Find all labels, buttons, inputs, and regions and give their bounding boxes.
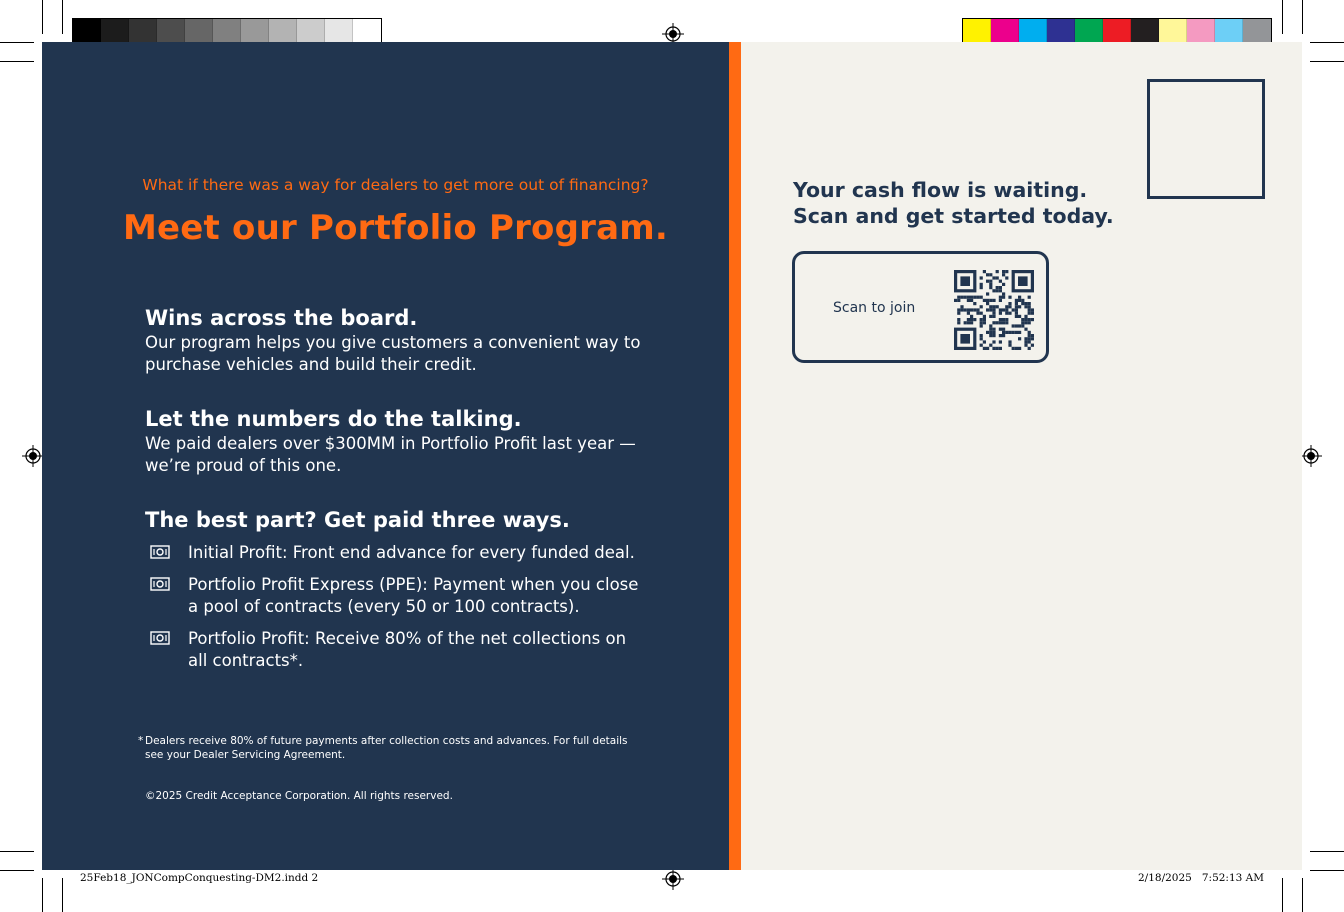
right-panel <box>741 42 1302 870</box>
crop-mark <box>42 0 43 34</box>
crop-mark <box>0 870 34 871</box>
cta-line: Your cash flow is waiting. <box>793 178 1088 202</box>
section-wins <box>145 306 665 376</box>
call-to-action <box>793 177 1114 229</box>
crop-mark <box>1302 0 1303 34</box>
section-body: We paid dealers over $300MM in Portfolio Profit last year — we’re proud of this one. <box>145 434 636 475</box>
copyright: ©2025 Credit Acceptance Corporation. All rights reserved. <box>145 790 453 802</box>
orange-divider <box>729 42 741 870</box>
crop-mark <box>1310 851 1344 852</box>
crop-mark <box>42 878 43 912</box>
section-three-ways <box>145 508 665 534</box>
payment-ways-list <box>150 542 650 682</box>
registration-mark-icon <box>662 868 684 890</box>
list-item-text: Portfolio Profit Express (PPE): Payment when you close a pool of contracts (every 50 or 100 contracts). <box>188 575 639 616</box>
qr-label: Scan to join <box>833 300 916 316</box>
crop-mark <box>0 851 34 852</box>
registration-mark-icon <box>22 445 44 467</box>
slug-filename: 25Feb18_JONCompConquesting-DM2.indd 2 <box>80 872 319 884</box>
cash-icon <box>150 545 170 559</box>
crop-mark <box>1310 42 1344 43</box>
section-body: Our program helps you give customers a convenient way to purchase vehicles and build their credit. <box>145 333 641 374</box>
crop-mark <box>1282 878 1283 912</box>
left-panel <box>42 42 729 870</box>
headline: Meet our Portfolio Program. <box>122 208 668 248</box>
footnote-mark: * <box>138 735 144 747</box>
cta-line: Scan and get started today. <box>793 204 1114 228</box>
section-numbers <box>145 407 665 477</box>
crop-mark <box>1310 870 1344 871</box>
section-title: The best part? Get paid three ways. <box>145 508 570 532</box>
list-item <box>150 542 650 564</box>
crop-mark <box>1282 0 1283 34</box>
list-item-text: Portfolio Profit: Receive 80% of the net collections on all contracts*. <box>188 629 627 670</box>
cash-icon <box>150 631 170 645</box>
crop-mark <box>1302 878 1303 912</box>
slug-timestamp: 2/18/2025 7:52:13 AM <box>1138 872 1264 884</box>
qr-code-icon[interactable] <box>954 270 1034 350</box>
registration-mark-icon <box>1300 445 1322 467</box>
list-item-text: Initial Profit: Front end advance for every funded deal. <box>188 543 635 562</box>
postage-stamp-box <box>1147 79 1265 199</box>
crop-mark <box>0 42 34 43</box>
footnote-text: Dealers receive 80% of future payments after collection costs and advances. For full details see your Dealer Servicing Agreement. <box>145 735 628 761</box>
crop-mark <box>0 61 34 62</box>
qr-card <box>792 251 1049 363</box>
crop-mark <box>1310 61 1344 62</box>
list-item <box>150 574 650 618</box>
crop-mark <box>62 878 63 912</box>
section-title: Let the numbers do the talking. <box>145 407 522 431</box>
intro-question: What if there was a way for dealers to get more out of financing? <box>142 176 649 194</box>
list-item <box>150 628 650 672</box>
crop-mark <box>62 0 63 34</box>
cash-icon <box>150 577 170 591</box>
footnote <box>138 734 648 762</box>
section-title: Wins across the board. <box>145 306 418 330</box>
